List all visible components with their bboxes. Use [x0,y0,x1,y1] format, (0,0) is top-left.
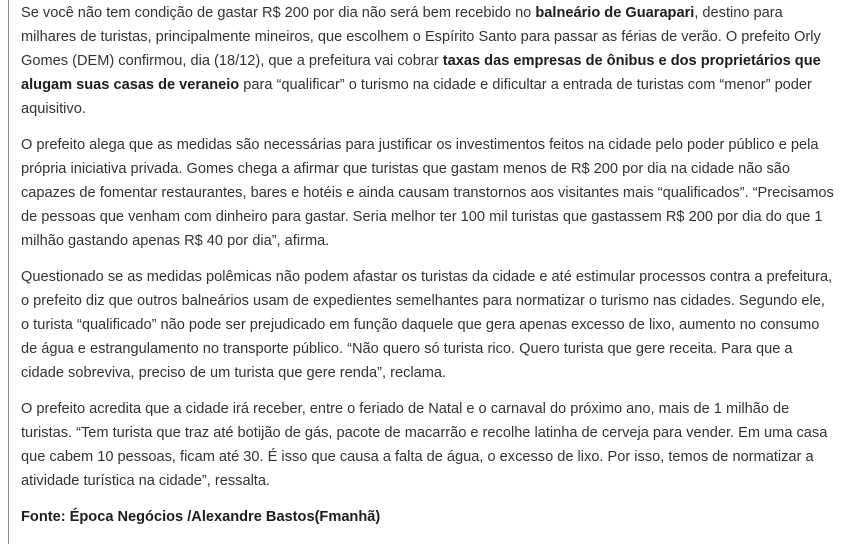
paragraph-1-text-c: para “qualificar” o turismo na cidade e dificultar a entrada de turistas com “menor” poder aquisitivo. [21,77,812,117]
article-paragraph-3: Questionado se as medidas polêmicas não podem afastar os turistas da cidade e até estimular processos contra a prefeitura, o prefeito diz que outros balneários usam de expedientes semelhantes para normatizar o turismo nas cidades. Segundo ele, o turista “qualificado” não pode ser prejudicado em função daquele que gera apenas excesso de lixo, aumento no consumo de água e estrangulamento no transporte público. “Não quero só turista rico. Quero turista que gere receita. Para que a cidade sobreviva, preciso de um turista que gere renda”, reclama. [21,269,833,381]
article-body [21,1,836,541]
highlight-guarapari: balneário de Guarapari [535,5,695,21]
article-paragraph-4: O prefeito acredita que a cidade irá receber, entre o feriado de Natal e o carnaval do próximo ano, mais de 1 milhão de turistas. “Tem turista que traz até botijão de gás, pacote de macarrão e recolhe latinha de cerveja para vender. Em uma casa que cabem 10 pessoas, ficam até 30. É isso que causa a falta de água, o excesso de lixo. Por isso, temos de normatizar a atividade turística na cidade”, ressalta. [21,401,828,489]
article-paragraph-1 [21,1,836,121]
paragraph-1-text-b: , destino para milhares de turistas, principalmente mineiros, que escolhem o Espírito Santo para passar as férias de verão. O prefeito Orly Gomes (DEM) confirmou, dia (18/12), que a prefeitura vai cobrar [21,5,821,69]
highlight-taxas: taxas das empresas de ônibus e dos proprietários que alugam suas casas de veraneio [21,53,821,93]
article-paragraph-2: O prefeito alega que as medidas são necessárias para justificar os investimentos feitos na cidade pelo poder público e pela própria iniciativa privada. Gomes chega a afirmar que turistas que gastam menos de R$ 200 por dia na cidade não são capazes de fomentar restaurantes, bares e hotéis e ainda causam transtornos aos visitantes mais “qualificados”. “Precisamos de pessoas que venham com dinheiro para gastar. Seria melhor ter 100 mil turistas que gastassem R$ 200 por dia do que 1 milhão gastando apenas R$ 40 por dia”, afirma. [21,137,834,249]
article-source: Fonte: Época Negócios /Alexandre Bastos(Fmanhã) [21,509,381,525]
content-left-border [8,0,9,544]
paragraph-1-text-a: Se você não tem condição de gastar R$ 200 por dia não será bem recebido no [21,5,536,21]
